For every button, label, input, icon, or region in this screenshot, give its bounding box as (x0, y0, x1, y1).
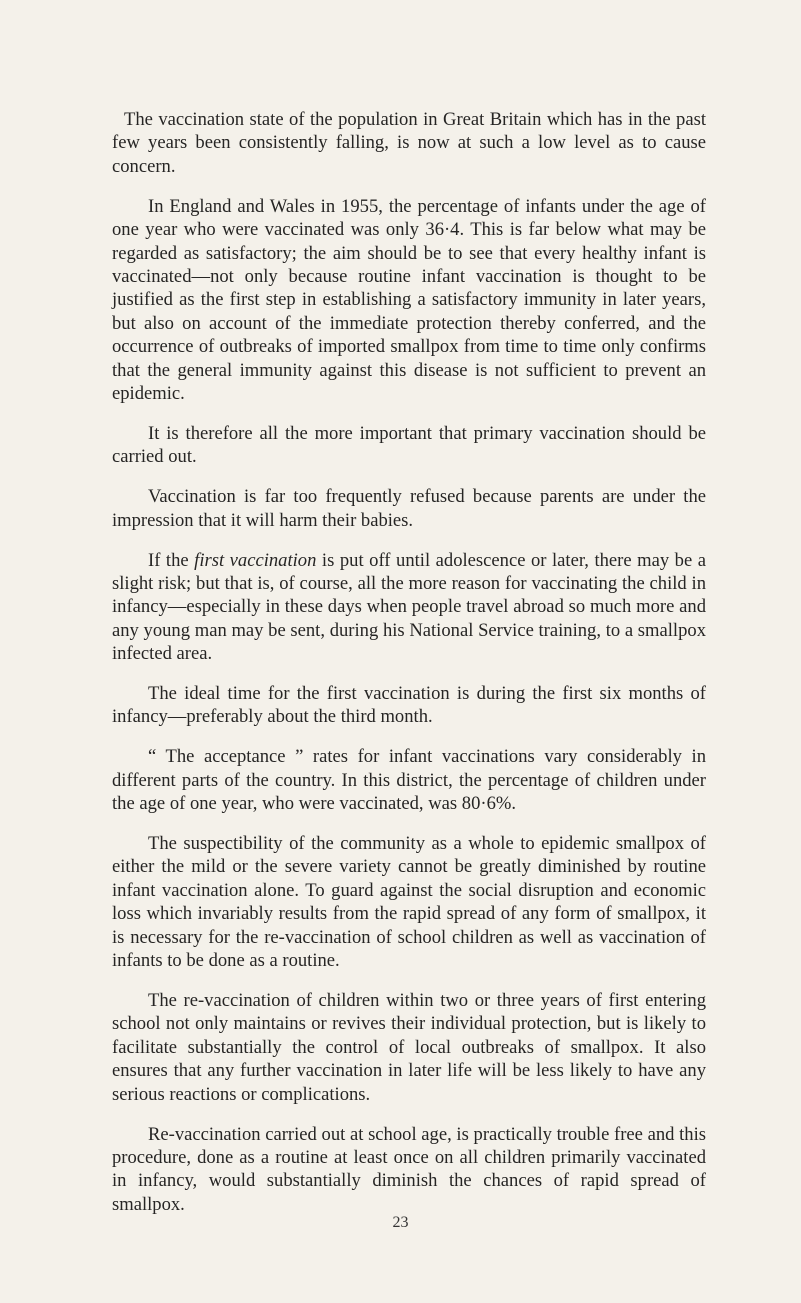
page-number: 23 (392, 1214, 409, 1231)
paragraph: The ideal time for the first vaccination is during the first six months of infancy—preferably about the third month. (112, 683, 706, 728)
paragraph: It is therefore all the more important that primary vaccination should be carried out. (112, 422, 706, 468)
emphasized-text: first vaccination (194, 549, 317, 571)
paragraph: The suspectibility of the community as a whole to epidemic smallpox of either the mild or the severe variety cannot be greatly diminished by routine infant vaccination alone. To guard against the social disruption and economic loss which invariably results from the rapid spread of any form of smallpox, it is necessary for the re-vaccination of school children as well as vaccination of infants to be done as a routine. (112, 833, 706, 972)
paragraph-text: If the (148, 549, 195, 571)
paragraph: In England and Wales in 1955, the percentage of infants under the age of one year who were vaccinated was only 36·4. This is far below what may be regarded as satisfactory; the aim should be to see that every healthy infant is vaccinated—not only because routine infant vaccination is thought to be justified as the first step in establishing a satisfactory immunity in later years, but also on account of the immediate protection thereby conferred, and the occurrence of outbreaks of imported smallpox from time to time only confirms that the general immunity against this disease is not sufficient to prevent an epidemic. (112, 195, 706, 404)
paragraph: The re-vaccination of children within two or three years of first entering school not only maintains or revives their individual protection, but is likely to facilitate substantially the control of local outbreaks of smallpox. It also ensures that any further vaccination in later life will be less likely to have any serious reactions or complications. (112, 990, 706, 1105)
paragraph-text: is put off until adolescence or later, there may be a slight risk; but that is, of course, all the more reason for vaccinating the child in infancy—especially in these days when people travel abroad so much more and any young man may be sent, during his National Service training, to a smallpox infected area. (112, 549, 707, 665)
paragraph: The vaccination state of the population in Great Britain which has in the past few years been consistently falling, is now at such a low level as to cause concern. (112, 109, 706, 177)
document-body (112, 108, 706, 1233)
paragraph (112, 549, 706, 666)
paragraph: Vaccination is far too frequently refused because parents are under the impression that it will harm their babies. (112, 486, 706, 531)
paragraph: “ The acceptance ” rates for infant vaccinations vary considerably in different parts of the country. In this district, the percentage of children under the age of one year, who were vaccinated, was 80·6%. (112, 746, 706, 815)
paragraph: Re-vaccination carried out at school age, is practically trouble free and this procedure, done as a routine at least once on all children primarily vaccinated in infancy, would substantially diminish the chances of rapid spread of smallpox. (112, 1123, 706, 1215)
